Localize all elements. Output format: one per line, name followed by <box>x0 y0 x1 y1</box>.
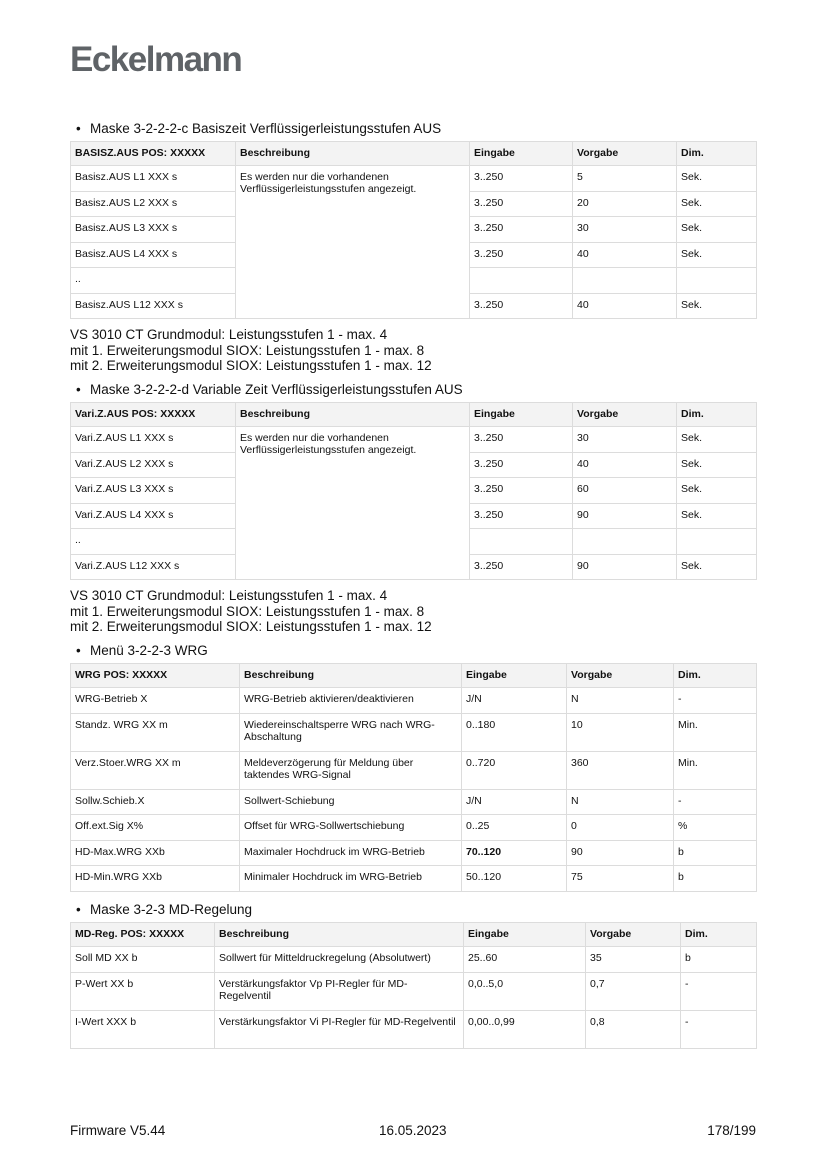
column-header-dimension: Dim. <box>677 403 757 427</box>
cell-dimension: Sek. <box>677 191 757 217</box>
bullet-icon: • <box>76 643 81 658</box>
cell-parameter: Vari.Z.AUS L2 XXX s <box>71 452 236 478</box>
section-title <box>70 381 756 398</box>
cell-default: 360 <box>567 751 674 789</box>
note-line: mit 1. Erweiterungsmodul SIOX: Leistungsstufen 1 - max. 8 <box>70 603 425 619</box>
cell-parameter: Sollw.Schieb.X <box>71 789 240 815</box>
column-header-input-range: Eingabe <box>470 142 573 166</box>
cell-parameter: Basisz.AUS L4 XXX s <box>71 242 236 268</box>
cell-dimension: Sek. <box>677 242 757 268</box>
cell-dimension: - <box>674 789 757 815</box>
cell-default: 35 <box>586 947 681 973</box>
column-header-description: Beschreibung <box>236 403 470 427</box>
column-header-dimension: Dim. <box>674 664 757 688</box>
column-header-parameter: BASISZ.AUS POS: XXXXX <box>71 142 236 166</box>
cell-dimension: - <box>681 972 757 1010</box>
cell-default: N <box>567 688 674 714</box>
parameter-table <box>70 402 757 580</box>
cell-dimension: Min. <box>674 751 757 789</box>
cell-dimension: Sek. <box>677 427 757 453</box>
column-header-input-range: Eingabe <box>462 664 567 688</box>
cell-dimension: Sek. <box>677 452 757 478</box>
cell-parameter: Vari.Z.AUS L12 XXX s <box>71 554 236 580</box>
table-row <box>71 972 757 1010</box>
section-variable-zeit <box>70 381 756 635</box>
table-row <box>71 713 757 751</box>
cell-description: Es werden nur die vorhandenen Verflüssigerleistungsstufen angezeigt. <box>236 427 470 580</box>
cell-default: 0,8 <box>586 1010 681 1048</box>
cell-input-range: 0..180 <box>462 713 567 751</box>
cell-default: N <box>567 789 674 815</box>
note-line: VS 3010 CT Grundmodul: Leistungsstufen 1 - max. 4 <box>70 327 388 342</box>
cell-parameter: P-Wert XX b <box>71 972 215 1010</box>
cell-input-range: 50..120 <box>462 866 567 892</box>
cell-description: Wiedereinschaltsperre WRG nach WRG-Abschaltung <box>240 713 462 751</box>
cell-parameter: I-Wert XXX b <box>71 1010 215 1048</box>
column-header-description: Beschreibung <box>240 664 462 688</box>
bullet-icon: • <box>76 902 81 917</box>
cell-parameter: Soll MD XX b <box>71 947 215 973</box>
cell-default <box>573 268 677 294</box>
cell-dimension: b <box>681 947 757 973</box>
bullet-icon: • <box>76 121 81 136</box>
cell-description: Sollwert-Schiebung <box>240 789 462 815</box>
cell-dimension <box>677 268 757 294</box>
cell-input-range: 3..250 <box>470 166 573 192</box>
cell-description: WRG-Betrieb aktivieren/deaktivieren <box>240 688 462 714</box>
section-wrg <box>70 642 756 892</box>
cell-input-range: 25..60 <box>464 947 586 973</box>
section-title <box>70 901 756 918</box>
cell-parameter: Basisz.AUS L1 XXX s <box>71 166 236 192</box>
cell-description: Es werden nur die vorhandenen Verflüssigerleistungsstufen angezeigt. <box>236 166 470 319</box>
column-header-default: Vorgabe <box>567 664 674 688</box>
cell-input-range: 0,00..0,99 <box>464 1010 586 1048</box>
column-header-parameter: Vari.Z.AUS POS: XXXXX <box>71 403 236 427</box>
cell-default: 10 <box>567 713 674 751</box>
note-line: mit 2. Erweiterungsmodul SIOX: Leistungsstufen 1 - max. 12 <box>70 619 432 635</box>
table-row <box>71 1010 757 1048</box>
cell-input-range: 3..250 <box>470 217 573 243</box>
table-row <box>71 166 757 192</box>
table-row <box>71 840 757 866</box>
footer-date: 16.05.2023 <box>379 1123 447 1138</box>
column-header-input-range: Eingabe <box>464 923 586 947</box>
cell-default: 90 <box>573 503 677 529</box>
cell-dimension: Min. <box>674 713 757 751</box>
cell-description: Verstärkungsfaktor Vp PI-Regler für MD-Regelventil <box>215 972 464 1010</box>
table-row <box>71 688 757 714</box>
cell-input-range: J/N <box>462 688 567 714</box>
footer-firmware: Firmware V5.44 <box>70 1123 166 1138</box>
cell-parameter: Vari.Z.AUS L3 XXX s <box>71 478 236 504</box>
section-title-text: Maske 3-2-3 MD-Regelung <box>90 902 253 917</box>
cell-dimension: Sek. <box>677 217 757 243</box>
cell-description: Offset für WRG-Sollwertschiebung <box>240 815 462 841</box>
column-header-default: Vorgabe <box>573 142 677 166</box>
cell-input-range: 3..250 <box>470 554 573 580</box>
table-row <box>71 866 757 892</box>
cell-dimension: Sek. <box>677 293 757 319</box>
cell-default: 0 <box>567 815 674 841</box>
cell-default: 90 <box>567 840 674 866</box>
cell-parameter: HD-Min.WRG XXb <box>71 866 240 892</box>
cell-input-range: 0..25 <box>462 815 567 841</box>
cell-default: 75 <box>567 866 674 892</box>
note-line: mit 2. Erweiterungsmodul SIOX: Leistungsstufen 1 - max. 12 <box>70 358 432 374</box>
cell-input-range: 0,0..5,0 <box>464 972 586 1010</box>
table-row <box>71 427 757 453</box>
cell-input-range: 3..250 <box>470 427 573 453</box>
notes <box>70 588 756 635</box>
cell-input-range: 0..720 <box>462 751 567 789</box>
cell-input-range: 3..250 <box>470 293 573 319</box>
cell-dimension <box>677 529 757 555</box>
cell-default: 30 <box>573 427 677 453</box>
cell-parameter: Vari.Z.AUS L4 XXX s <box>71 503 236 529</box>
column-header-dimension: Dim. <box>677 142 757 166</box>
cell-dimension: - <box>681 1010 757 1048</box>
cell-dimension: % <box>674 815 757 841</box>
column-header-description: Beschreibung <box>215 923 464 947</box>
parameter-table <box>70 663 757 892</box>
column-header-input-range: Eingabe <box>470 403 573 427</box>
footer-page-number: 178/199 <box>707 1123 756 1138</box>
cell-parameter: WRG-Betrieb X <box>71 688 240 714</box>
section-title-text: Maske 3-2-2-2-c Basiszeit Verflüssigerleistungsstufen AUS <box>90 121 442 136</box>
cell-input-range: 3..250 <box>470 478 573 504</box>
cell-description: Meldeverzögerung für Meldung über taktendes WRG-Signal <box>240 751 462 789</box>
cell-parameter: HD-Max.WRG XXb <box>71 840 240 866</box>
notes <box>70 327 756 374</box>
column-header-default: Vorgabe <box>586 923 681 947</box>
cell-description: Minimaler Hochdruck im WRG-Betrieb <box>240 866 462 892</box>
section-md-regelung <box>70 901 756 1049</box>
cell-input-range <box>470 529 573 555</box>
cell-default: 40 <box>573 452 677 478</box>
eckelmann-logo: Eckelmann <box>70 40 242 79</box>
cell-input-range <box>470 268 573 294</box>
cell-input-range: 70..120 <box>462 840 567 866</box>
column-header-parameter: WRG POS: XXXXX <box>71 664 240 688</box>
cell-default: 90 <box>573 554 677 580</box>
section-basiszeit <box>70 120 756 374</box>
note-line: VS 3010 CT Grundmodul: Leistungsstufen 1 - max. 4 <box>70 588 388 603</box>
column-header-default: Vorgabe <box>573 403 677 427</box>
table-row <box>71 947 757 973</box>
cell-parameter: Basisz.AUS L3 XXX s <box>71 217 236 243</box>
cell-description: Verstärkungsfaktor Vi PI-Regler für MD-Regelventil <box>215 1010 464 1048</box>
cell-parameter: Off.ext.Sig X% <box>71 815 240 841</box>
column-header-dimension: Dim. <box>681 923 757 947</box>
cell-description: Maximaler Hochdruck im WRG-Betrieb <box>240 840 462 866</box>
column-header-description: Beschreibung <box>236 142 470 166</box>
cell-description: Sollwert für Mitteldruckregelung (Absolutwert) <box>215 947 464 973</box>
section-title-text: Maske 3-2-2-2-d Variable Zeit Verflüssigerleistungsstufen AUS <box>90 382 463 397</box>
cell-dimension: Sek. <box>677 554 757 580</box>
note-line: mit 1. Erweiterungsmodul SIOX: Leistungsstufen 1 - max. 8 <box>70 342 425 358</box>
cell-input-range: J/N <box>462 789 567 815</box>
cell-default: 40 <box>573 242 677 268</box>
parameter-table <box>70 922 757 1049</box>
cell-default: 40 <box>573 293 677 319</box>
table-header-row <box>71 142 757 166</box>
parameter-table <box>70 141 757 319</box>
bullet-icon: • <box>76 382 81 397</box>
cell-parameter: Basisz.AUS L2 XXX s <box>71 191 236 217</box>
cell-default: 20 <box>573 191 677 217</box>
cell-parameter: Vari.Z.AUS L1 XXX s <box>71 427 236 453</box>
cell-default: 60 <box>573 478 677 504</box>
cell-default: 30 <box>573 217 677 243</box>
table-header-row <box>71 923 757 947</box>
cell-input-range: 3..250 <box>470 242 573 268</box>
section-title-text: Menü 3-2-2-3 WRG <box>90 643 208 658</box>
cell-input-range: 3..250 <box>470 452 573 478</box>
cell-input-range: 3..250 <box>470 503 573 529</box>
cell-dimension: Sek. <box>677 503 757 529</box>
column-header-parameter: MD-Reg. POS: XXXXX <box>71 923 215 947</box>
cell-parameter: Standz. WRG XX m <box>71 713 240 751</box>
table-header-row <box>71 664 757 688</box>
cell-default <box>573 529 677 555</box>
table-row <box>71 751 757 789</box>
cell-dimension: Sek. <box>677 166 757 192</box>
cell-default: 0,7 <box>586 972 681 1010</box>
cell-dimension: b <box>674 840 757 866</box>
cell-dimension: - <box>674 688 757 714</box>
table-header-row <box>71 403 757 427</box>
cell-dimension: Sek. <box>677 478 757 504</box>
cell-parameter: Basisz.AUS L12 XXX s <box>71 293 236 319</box>
table-row <box>71 789 757 815</box>
cell-default: 5 <box>573 166 677 192</box>
cell-dimension: b <box>674 866 757 892</box>
cell-parameter: .. <box>71 268 236 294</box>
table-row <box>71 815 757 841</box>
cell-parameter: Verz.Stoer.WRG XX m <box>71 751 240 789</box>
cell-parameter: .. <box>71 529 236 555</box>
section-title <box>70 120 756 137</box>
cell-input-range: 3..250 <box>470 191 573 217</box>
section-title <box>70 642 756 659</box>
